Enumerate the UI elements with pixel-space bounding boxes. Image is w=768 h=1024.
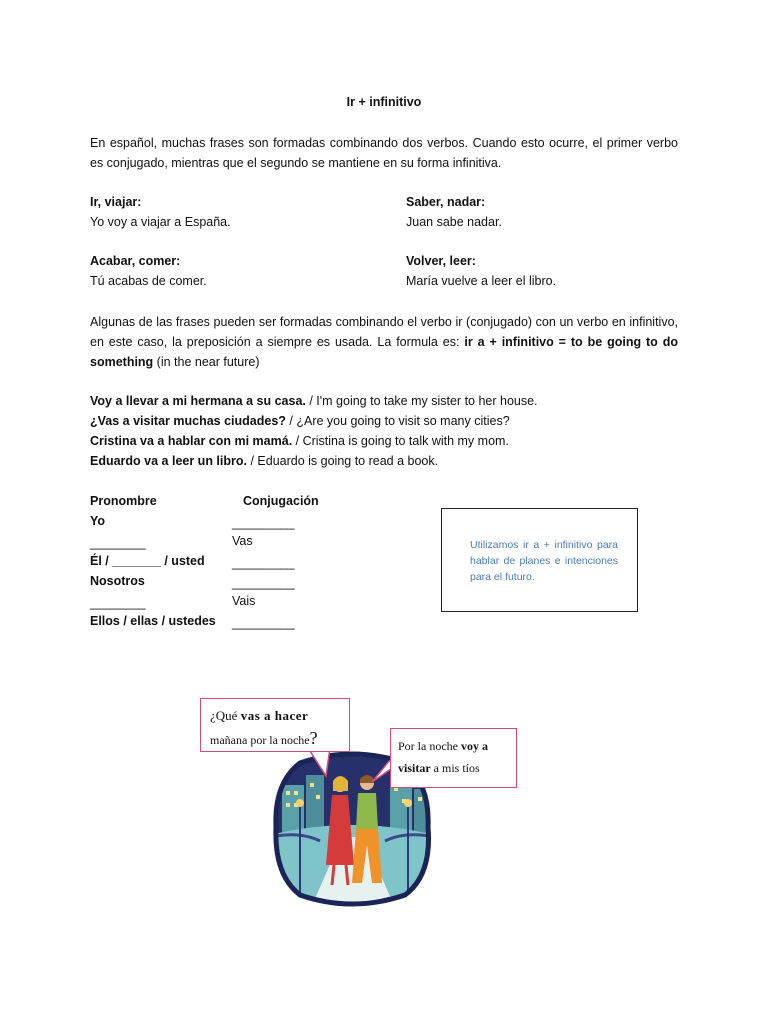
note-box	[441, 508, 638, 612]
english-translation: / I'm going to take my sister to her house.	[305, 394, 538, 408]
example-line	[90, 414, 510, 429]
conjugation-blank: _________	[232, 556, 295, 570]
question-mark: ?	[309, 728, 318, 748]
bubble-bold-text: vas a hacer	[240, 708, 309, 723]
explanation-tail: (in the near future)	[153, 355, 260, 369]
bubble-bold-text: visitar	[398, 761, 431, 775]
example-line	[90, 394, 538, 409]
english-translation: / Cristina is going to talk with my mom.	[292, 434, 509, 448]
pronoun-blank: ________	[90, 596, 146, 610]
pronoun-cell: Él / _______ / usted	[90, 554, 205, 568]
bubble-line	[398, 739, 488, 754]
spanish-sentence: Cristina va a hablar con mi mamá.	[90, 434, 293, 448]
note-text: Utilizamos ir a + infinitivo para hablar de planes e intenciones para el futuro.	[470, 539, 618, 583]
spanish-sentence: Eduardo va a leer un libro.	[90, 454, 247, 468]
english-translation: / ¿Are you going to visit so many cities?	[285, 414, 510, 428]
speech-bubble-right	[390, 728, 517, 788]
bubble-bold-text: voy a	[460, 739, 488, 753]
spanish-sentence: ¿Vas a visitar muchas ciudades?	[90, 414, 286, 428]
table-header-conjugation: Conjugación	[243, 494, 319, 508]
bubble-text: mañana por la noche	[210, 733, 310, 747]
pronoun-blank: ________	[90, 536, 146, 550]
speech-bubble-left	[200, 698, 350, 752]
example-line	[90, 434, 509, 449]
explanation-text: Algunas de las frases pueden ser formadas combinando el verbo ir (conjugado) con un verbo en infinitivo, en este caso, la preposición a siempre es usada. La formula es:	[90, 315, 678, 349]
bubble-text: Por la noche	[398, 739, 461, 753]
bubble-tail-left	[300, 748, 350, 778]
bubble-line	[210, 728, 318, 749]
formula-text: ir a + infinitivo = to be going to do something	[90, 335, 678, 369]
example-sentence: Yo voy a viajar a España.	[90, 215, 231, 229]
spanish-sentence: Voy a llevar a mi hermana a su casa.	[90, 394, 306, 408]
english-translation: / Eduardo is going to read a book.	[246, 454, 439, 468]
intro-paragraph: En español, muchas frases son formadas combinando dos verbos. Cuando esto ocurre, el primer verbo es conjugado, mientras que el segundo se mantiene en su forma infinitiva.	[90, 136, 678, 170]
example-sentence: María vuelve a leer el libro.	[406, 274, 557, 288]
table-header-pronoun: Pronombre	[90, 494, 157, 508]
bubble-text: a mis tíos	[430, 761, 480, 775]
pronoun-cell: Ellos / ellas / ustedes	[90, 614, 216, 628]
bubble-text: ¿Qué	[210, 708, 241, 723]
pronoun-cell: Yo	[90, 514, 106, 528]
example-sentence: Tú acabas de comer.	[90, 274, 207, 288]
example-heading: Acabar, comer:	[90, 254, 181, 268]
example-line	[90, 454, 438, 469]
example-heading: Volver, leer:	[406, 254, 476, 268]
conjugation-blank: _________	[232, 616, 295, 630]
example-sentence: Juan sabe nadar.	[406, 215, 502, 229]
pronoun-cell: Nosotros	[90, 574, 145, 588]
conjugation-cell: Vas	[232, 534, 253, 548]
conjugation-cell: Vais	[232, 594, 256, 608]
example-heading: Saber, nadar:	[406, 195, 486, 209]
page-title: Ir + infinitivo	[346, 95, 422, 109]
example-heading: Ir, viajar:	[90, 195, 142, 209]
conjugation-blank: _________	[232, 516, 295, 530]
conjugation-blank: _________	[232, 576, 295, 590]
explanation-paragraph	[90, 312, 678, 372]
bubble-line	[210, 708, 308, 724]
bubble-line	[398, 761, 480, 776]
